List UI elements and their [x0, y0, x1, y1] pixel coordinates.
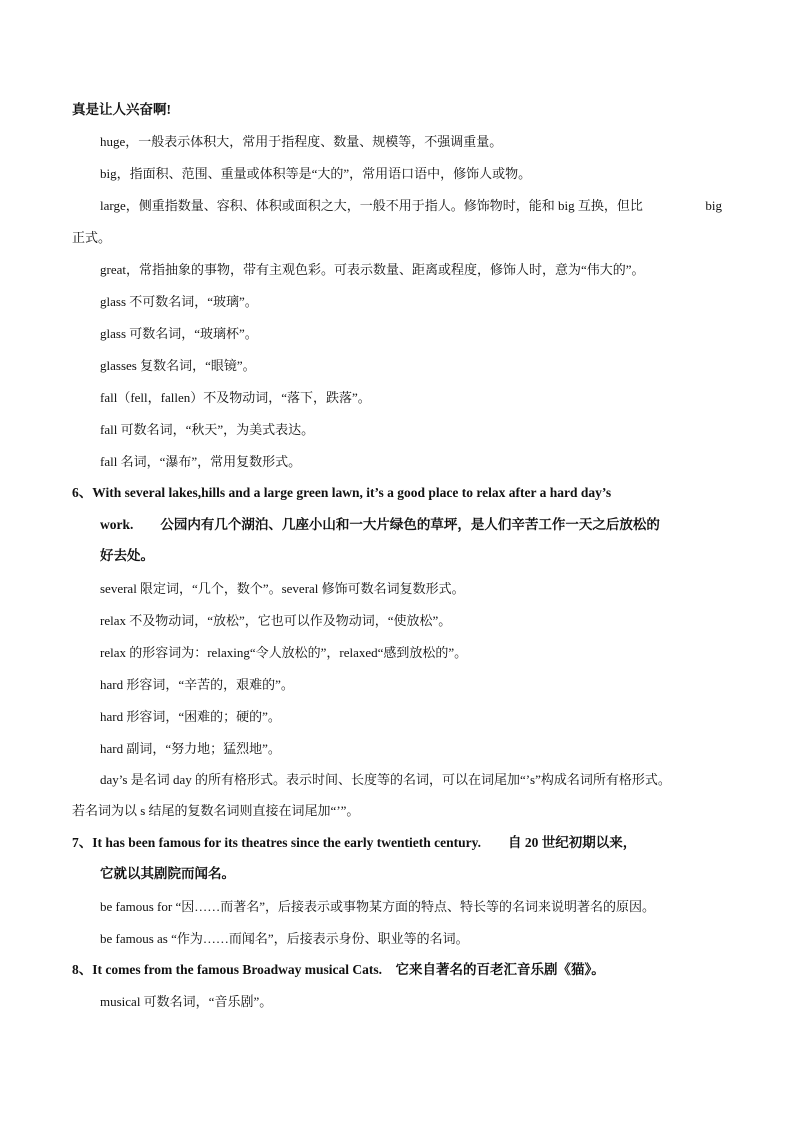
text-line: big，指面积、范围、重量或体积等是“大的”，常用语口语中，修饰人或物。 — [100, 166, 532, 181]
text-line: glass 不可数名词，“玻璃”。 — [100, 294, 258, 309]
text-line: be famous as “作为……而闻名”，后接表示身份、职业等的名词。 — [100, 931, 469, 946]
text-line: 正式。 — [72, 230, 112, 245]
text-segment: big — [705, 198, 722, 213]
text-segment: large，侧重指数量、容积、体积或面积之大，一般不用于指人。修饰物时，能和 big 互换，但比 — [100, 198, 643, 213]
text-line: fall 可数名词，“秋天”，为美式表达。 — [100, 422, 315, 437]
sentence-heading: work. 公园内有几个湖泊、几座小山和一大片绿色的草坪，是人们辛苦工作一天之后放松的 — [100, 517, 660, 532]
text-line: be famous for “因……而著名”，后接表示或事物某方面的特点、特长等的名词来说明著名的原因。 — [100, 899, 655, 914]
sentence-heading: 6、With several lakes,hills and a large green lawn, it’s a good place to relax after a hard day’s — [72, 485, 612, 500]
text-line: relax 不及物动词，“放松”，它也可以作及物动词，“使放松”。 — [100, 613, 452, 628]
text-line: 真是让人兴奋啊! — [72, 102, 171, 117]
text-line: fall（fell，fallen）不及物动词，“落下，跌落”。 — [100, 390, 371, 405]
text-line: fall 名词，“瀑布”，常用复数形式。 — [100, 454, 302, 469]
text-line: hard 形容词，“困难的；硬的”。 — [100, 709, 281, 724]
text-line: glass 可数名词，“玻璃杯”。 — [100, 326, 258, 341]
text-line: great，常指抽象的事物，带有主观色彩。可表示数量、距离或程度，修饰人时，意为“伟大的”。 — [100, 262, 645, 277]
text-line: hard 形容词，“辛苦的，艰难的”。 — [100, 677, 294, 692]
text-line: day’s 是名词 day 的所有格形式。表示时间、长度等的名词，可以在词尾加“’s”构成名词所有格形式。 — [100, 772, 671, 787]
text-line: musical 可数名词，“音乐剧”。 — [100, 994, 273, 1009]
text-line: relax 的形容词为：relaxing“令人放松的”，relaxed“感到放松的”。 — [100, 645, 468, 660]
text-line: hard 副词，“努力地；猛烈地”。 — [100, 741, 281, 756]
text-line: several 限定词，“几个，数个”。several 修饰可数名词复数形式。 — [100, 581, 465, 596]
sentence-heading: 它就以其剧院而闻名。 — [100, 866, 235, 881]
text-line: glasses 复数名词，“眼镜”。 — [100, 358, 256, 373]
sentence-heading: 7、It has been famous for its theatres since the early twentieth century. 自 20 世纪初期以来， — [72, 835, 637, 850]
text-line — [100, 197, 722, 215]
sentence-heading: 8、It comes from the famous Broadway musical Cats. 它来自著名的百老汇音乐剧《猫》。 — [72, 962, 605, 977]
text-line: 若名词为以 s 结尾的复数名词则直接在词尾加“’”。 — [72, 803, 360, 818]
text-line: huge，一般表示体积大，常用于指程度、数量、规模等，不强调重量。 — [100, 134, 503, 149]
sentence-heading: 好去处。 — [100, 548, 154, 563]
